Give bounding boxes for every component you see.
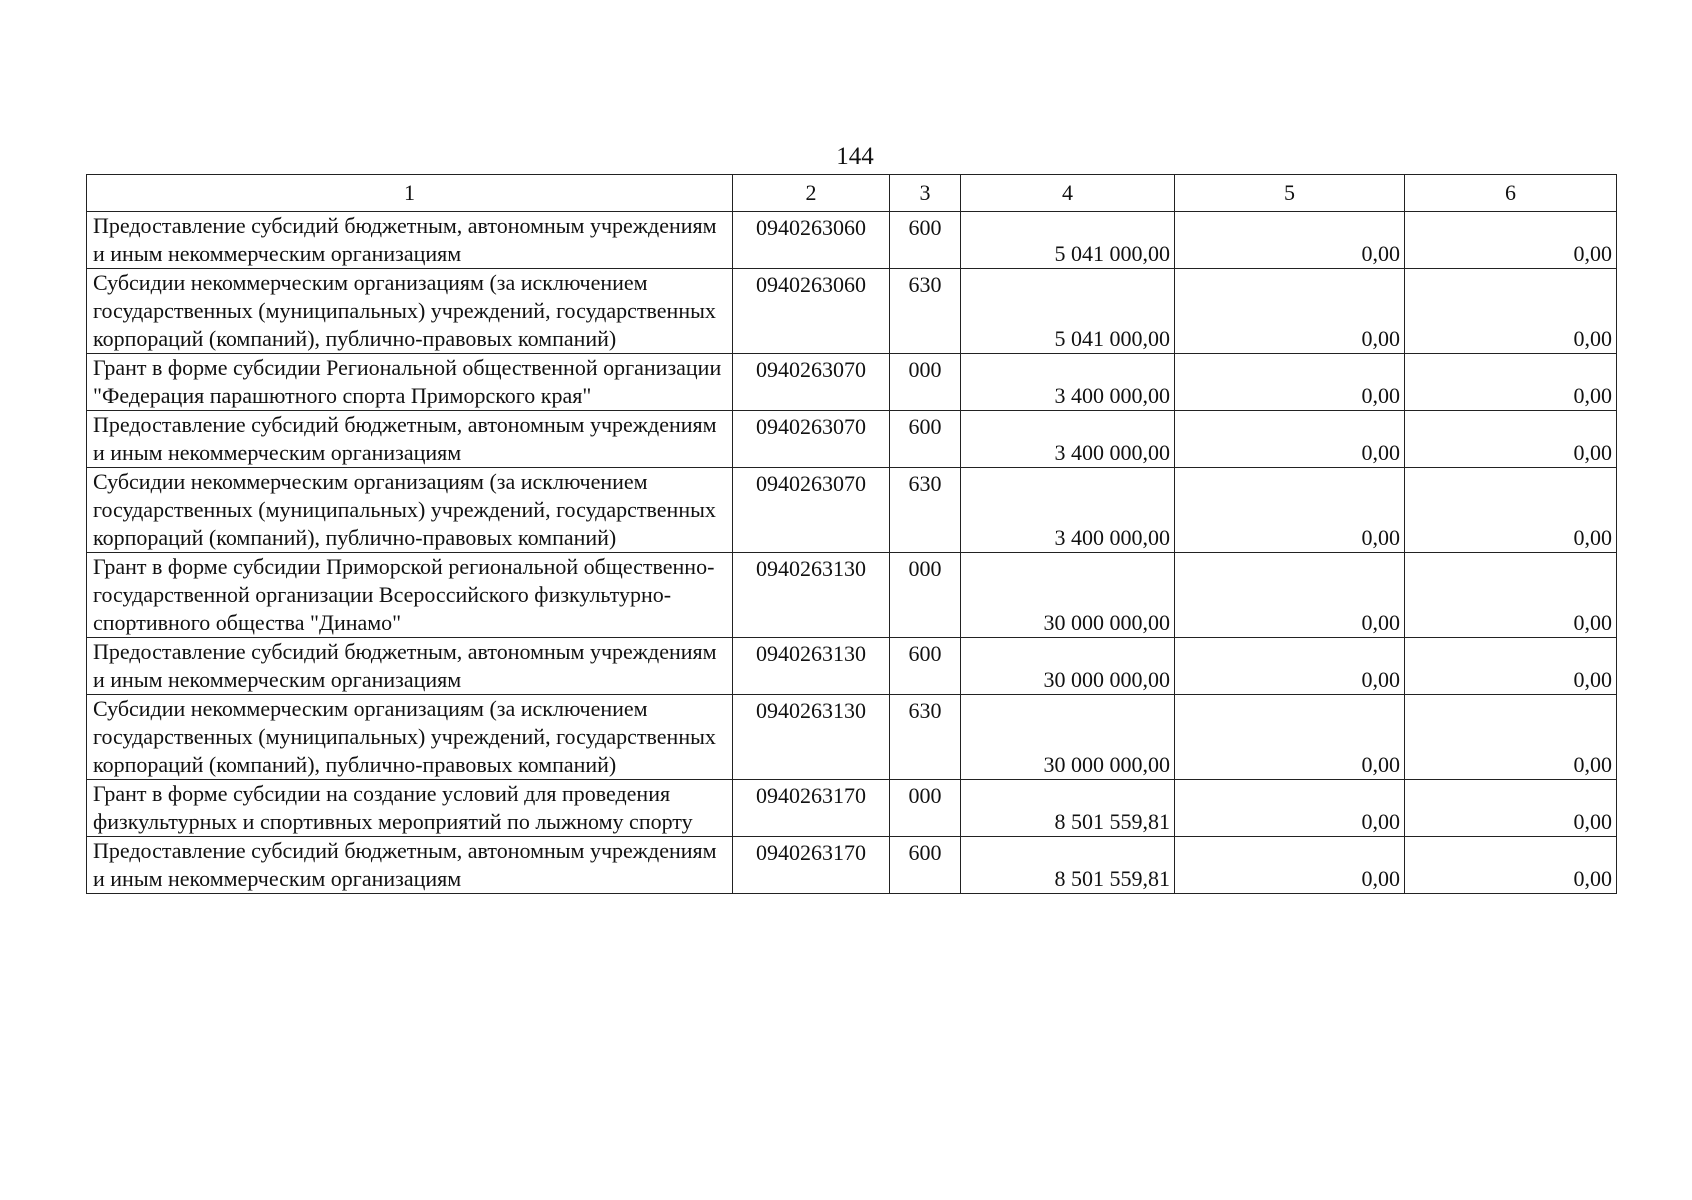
target-code: 0940263130 [733, 638, 890, 695]
table-row [87, 354, 1617, 411]
expense-name: Предоставление субсидий бюджетным, автономным учреждениям и иным некоммерческим организациям [87, 837, 733, 894]
column-header-3: 3 [890, 175, 961, 212]
expense-name: Грант в форме субсидии на создание условий для проведения физкультурных и спортивных мероприятий по лыжному спорту [87, 780, 733, 837]
amount-col-5: 0,00 [1175, 354, 1405, 411]
expense-name: Субсидии некоммерческим организациям (за исключением государственных (муниципальных) учреждений, государственных корпораций (компаний), публично-правовых компаний) [87, 269, 733, 354]
amount-col-4: 3 400 000,00 [961, 354, 1175, 411]
expense-type: 630 [890, 468, 961, 553]
column-header-5: 5 [1175, 175, 1405, 212]
amount-col-5: 0,00 [1175, 638, 1405, 695]
expense-type: 600 [890, 212, 961, 269]
expense-type: 000 [890, 780, 961, 837]
table-row [87, 837, 1617, 894]
expense-type: 600 [890, 411, 961, 468]
amount-col-4: 5 041 000,00 [961, 212, 1175, 269]
amount-col-6: 0,00 [1405, 269, 1617, 354]
target-code: 0940263070 [733, 354, 890, 411]
table-row [87, 269, 1617, 354]
amount-col-5: 0,00 [1175, 780, 1405, 837]
amount-col-6: 0,00 [1405, 780, 1617, 837]
amount-col-6: 0,00 [1405, 837, 1617, 894]
amount-col-4: 30 000 000,00 [961, 553, 1175, 638]
expense-type: 600 [890, 837, 961, 894]
amount-col-4: 5 041 000,00 [961, 269, 1175, 354]
amount-col-4: 3 400 000,00 [961, 411, 1175, 468]
page-number: 144 [836, 143, 874, 170]
amount-col-6: 0,00 [1405, 354, 1617, 411]
table-row [87, 553, 1617, 638]
column-header-4: 4 [961, 175, 1175, 212]
expense-name: Грант в форме субсидии Региональной общественной организации "Федерация парашютного спорта Приморского края" [87, 354, 733, 411]
expense-name: Грант в форме субсидии Приморской региональной общественно-государственной организации Всероссийского физкультурно-спортивного общества "Динамо" [87, 553, 733, 638]
amount-col-4: 8 501 559,81 [961, 780, 1175, 837]
table-row [87, 780, 1617, 837]
amount-col-5: 0,00 [1175, 212, 1405, 269]
target-code: 0940263170 [733, 837, 890, 894]
expense-type: 630 [890, 695, 961, 780]
expense-name: Предоставление субсидий бюджетным, автономным учреждениям и иным некоммерческим организациям [87, 212, 733, 269]
target-code: 0940263130 [733, 553, 890, 638]
amount-col-6: 0,00 [1405, 695, 1617, 780]
column-header-2: 2 [733, 175, 890, 212]
amount-col-5: 0,00 [1175, 468, 1405, 553]
expense-type: 600 [890, 638, 961, 695]
target-code: 0940263070 [733, 468, 890, 553]
budget-table [86, 174, 1617, 894]
expense-name: Предоставление субсидий бюджетным, автономным учреждениям и иным некоммерческим организациям [87, 638, 733, 695]
column-header-1: 1 [87, 175, 733, 212]
amount-col-5: 0,00 [1175, 695, 1405, 780]
target-code: 0940263070 [733, 411, 890, 468]
amount-col-6: 0,00 [1405, 212, 1617, 269]
amount-col-5: 0,00 [1175, 411, 1405, 468]
column-header-6: 6 [1405, 175, 1617, 212]
expense-type: 000 [890, 553, 961, 638]
table-row [87, 638, 1617, 695]
amount-col-4: 30 000 000,00 [961, 695, 1175, 780]
target-code: 0940263060 [733, 212, 890, 269]
amount-col-6: 0,00 [1405, 553, 1617, 638]
amount-col-6: 0,00 [1405, 468, 1617, 553]
expense-name: Субсидии некоммерческим организациям (за исключением государственных (муниципальных) учреждений, государственных корпораций (компаний), публично-правовых компаний) [87, 468, 733, 553]
expense-name: Субсидии некоммерческим организациям (за исключением государственных (муниципальных) учреждений, государственных корпораций (компаний), публично-правовых компаний) [87, 695, 733, 780]
amount-col-5: 0,00 [1175, 269, 1405, 354]
target-code: 0940263130 [733, 695, 890, 780]
target-code: 0940263060 [733, 269, 890, 354]
table-row [87, 411, 1617, 468]
expense-name: Предоставление субсидий бюджетным, автономным учреждениям и иным некоммерческим организациям [87, 411, 733, 468]
table-row [87, 695, 1617, 780]
expense-type: 630 [890, 269, 961, 354]
table-row [87, 212, 1617, 269]
amount-col-4: 8 501 559,81 [961, 837, 1175, 894]
amount-col-5: 0,00 [1175, 553, 1405, 638]
target-code: 0940263170 [733, 780, 890, 837]
header-row [87, 175, 1617, 212]
amount-col-6: 0,00 [1405, 411, 1617, 468]
amount-col-4: 30 000 000,00 [961, 638, 1175, 695]
amount-col-4: 3 400 000,00 [961, 468, 1175, 553]
amount-col-5: 0,00 [1175, 837, 1405, 894]
amount-col-6: 0,00 [1405, 638, 1617, 695]
expense-type: 000 [890, 354, 961, 411]
table-row [87, 468, 1617, 553]
